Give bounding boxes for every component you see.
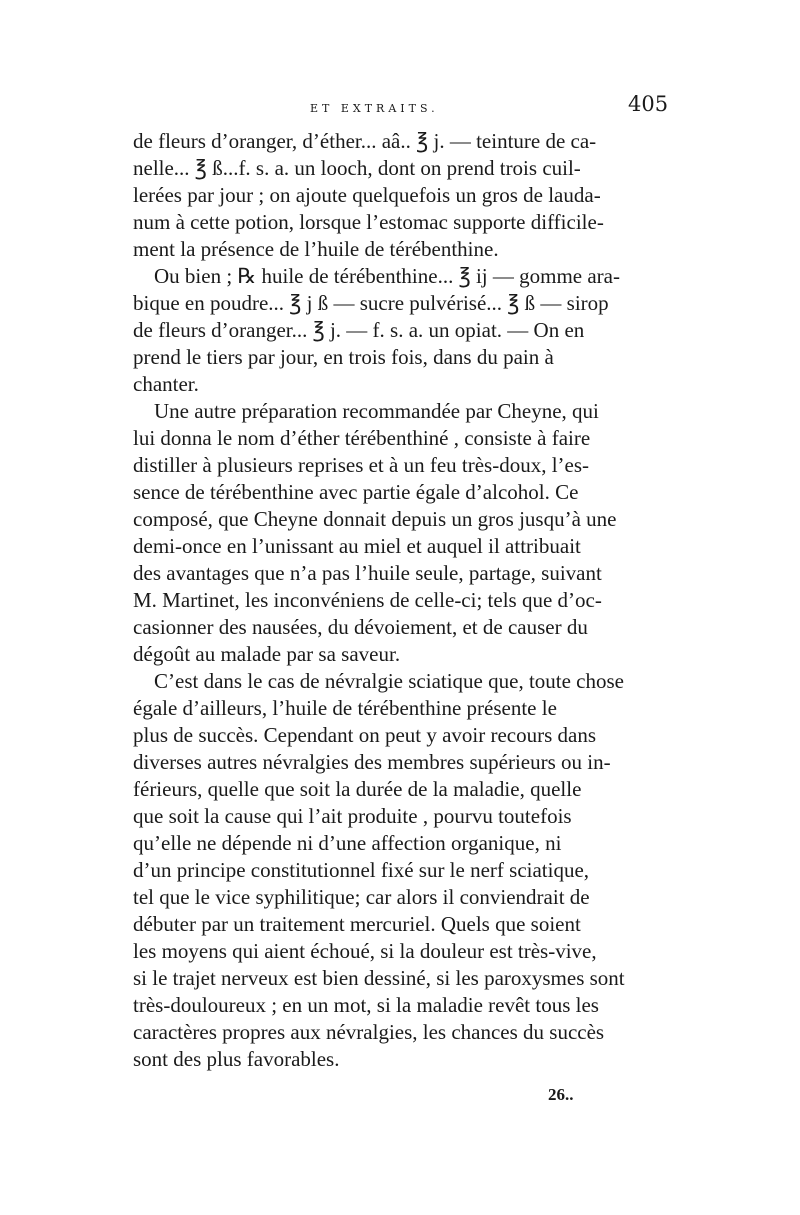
text-line: nelle... ℥ ß...f. s. a. un looch, dont on prend trois cuil- <box>133 156 581 180</box>
text-line: Une autre préparation recommandée par Cheyne, qui <box>133 399 599 423</box>
signature-mark: 26.. <box>548 1085 574 1104</box>
text-line: M. Martinet, les inconvéniens de celle-ci; tels que d’oc- <box>133 588 602 612</box>
text-line: prend le tiers par jour, en trois fois, dans du pain à <box>133 345 554 369</box>
text-line: férieurs, quelle que soit la durée de la maladie, quelle <box>133 777 582 801</box>
text-line: ment la présence de l’huile de térébenthine. <box>133 237 499 261</box>
text-line: que soit la cause qui l’ait produite , pourvu toutefois <box>133 804 572 828</box>
text-line: si le trajet nerveux est bien dessiné, si les paroxysmes sont <box>133 966 625 990</box>
text-line: caractères propres aux névralgies, les chances du succès <box>133 1020 605 1044</box>
text-line: lui donna le nom d’éther térébenthiné , consiste à faire <box>133 426 591 450</box>
text-line: plus de succès. Cependant on peut y avoir recours dans <box>133 723 597 747</box>
text-line: de fleurs d’oranger, d’éther... aâ.. ℥ j. — teinture de ca- <box>133 129 597 153</box>
text-line: sont des plus favorables. <box>133 1047 340 1071</box>
body-text <box>133 128 673 1073</box>
text-line: des avantages que n’a pas l’huile seule, partage, suivant <box>133 561 602 585</box>
text-line: très-douloureux ; en un mot, si la maladie revêt tous les <box>133 993 599 1017</box>
text-line: sence de térébenthine avec partie égale d’alcohol. Ce <box>133 480 579 504</box>
text-line: casionner des nausées, du dévoiement, et de causer du <box>133 615 588 639</box>
text-line: chanter. <box>133 372 199 396</box>
text-line: demi-once en l’unissant au miel et auquel il attribuait <box>133 534 581 558</box>
text-line: lerées par jour ; on ajoute quelquefois un gros de lauda- <box>133 183 601 207</box>
text-line: distiller à plusieurs reprises et à un feu très-doux, l’es- <box>133 453 590 477</box>
text-line: égale d’ailleurs, l’huile de térébenthine présente le <box>133 696 557 720</box>
text-line: débuter par un traitement mercuriel. Quels que soient <box>133 912 581 936</box>
text-line: C’est dans le cas de névralgie sciatique que, toute chose <box>133 669 624 693</box>
text-line: les moyens qui aient échoué, si la douleur est très-vive, <box>133 939 597 963</box>
text-line: bique en poudre... ℥ j ß — sucre pulvérisé... ℥ ß — sirop <box>133 291 609 315</box>
text-line: diverses autres névralgies des membres supérieurs ou in- <box>133 750 611 774</box>
text-line: qu’elle ne dépende ni d’une affection organique, ni <box>133 831 562 855</box>
running-head: ET EXTRAITS. <box>310 102 439 115</box>
text-line: tel que le vice syphilitique; car alors il conviendrait de <box>133 885 590 909</box>
text-line: Ou bien ; ℞ huile de térébenthine... ℥ ij — gomme ara- <box>133 264 620 288</box>
text-line: de fleurs d’oranger... ℥ j. — f. s. a. un opiat. — On en <box>133 318 585 342</box>
page-number: 405 <box>628 92 669 116</box>
text-line: composé, que Cheyne donnait depuis un gros jusqu’à une <box>133 507 617 531</box>
text-line: num à cette potion, lorsque l’estomac supporte difficile- <box>133 210 604 234</box>
text-line: dégoût au malade par sa saveur. <box>133 642 401 666</box>
text-line: d’un principe constitutionnel fixé sur le nerf sciatique, <box>133 858 590 882</box>
